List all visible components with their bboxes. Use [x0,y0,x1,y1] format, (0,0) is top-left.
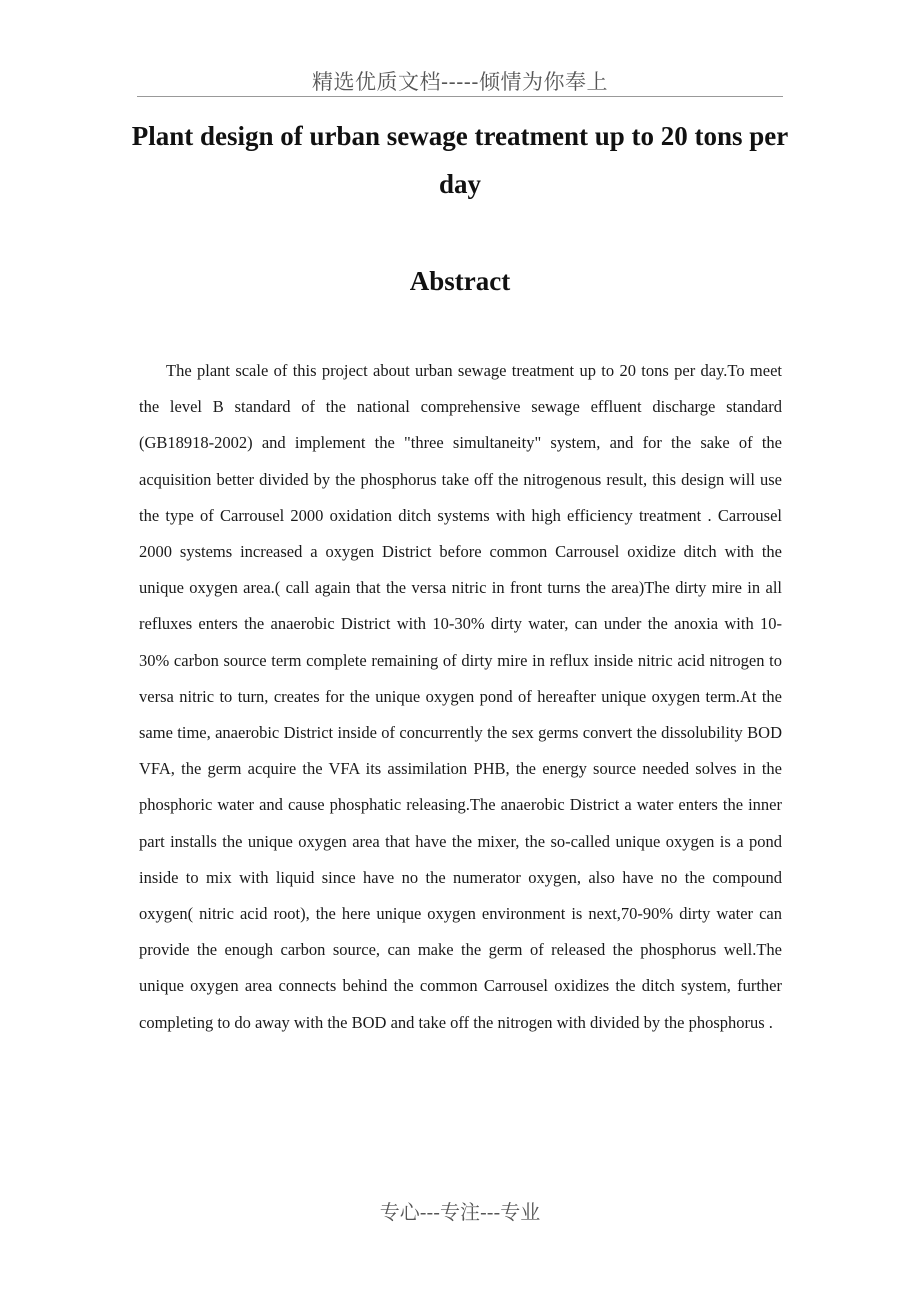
abstract-paragraph: The plant scale of this project about urban sewage treatment up to 20 tons per day.To meet the level B standard of the national comprehensive sewage effluent discharge standard (GB18918-2002) and implement the "three simultaneity" system, and for the sake of the acquisition better divided by the phosphorus take off the nitrogenous result, this design will use the type of Carrousel 2000 oxidation ditch systems with high efficiency treatment . Carrousel 2000 systems increased a oxygen District before common Carrousel oxidize ditch with the unique oxygen area.( call again that the versa nitric in front turns the area)The dirty mire in all refluxes enters the anaerobic District with 10-30% dirty water, can under the anoxia with 10-30% carbon source term complete remaining of dirty mire in reflux inside nitric acid nitrogen to versa nitric to turn, creates for the unique oxygen pond of hereafter unique oxygen term.At the same time, anaerobic District inside of concurrently the sex germs convert the dissolubility BOD VFA, the germ acquire the VFA its assimilation PHB, the energy source needed solves in the phosphoric water and cause phosphatic releasing.The anaerobic District a water enters the inner part installs the unique oxygen area that have the mixer, the so-called unique oxygen is a pond inside to mix with liquid since have no the numerator oxygen, also have no the compound oxygen( nitric acid root), the here unique oxygen environment is next,70-90% dirty water can provide the enough carbon source, can make the germ of released the phosphorus well.The unique oxygen area connects behind the common Carrousel oxidizes the ditch system, further completing to do away with the BOD and take off the nitrogen with divided by the phosphorus . [139,361,782,1032]
header-divider [137,96,783,97]
page-footer: 专心---专注---专业 [379,1200,541,1224]
page-header: 精选优质文档-----倾情为你奉上 [312,70,608,94]
document-title: Plant design of urban sewage treatment up to 20 tons per day [131,121,789,199]
abstract-heading: Abstract [409,266,511,296]
